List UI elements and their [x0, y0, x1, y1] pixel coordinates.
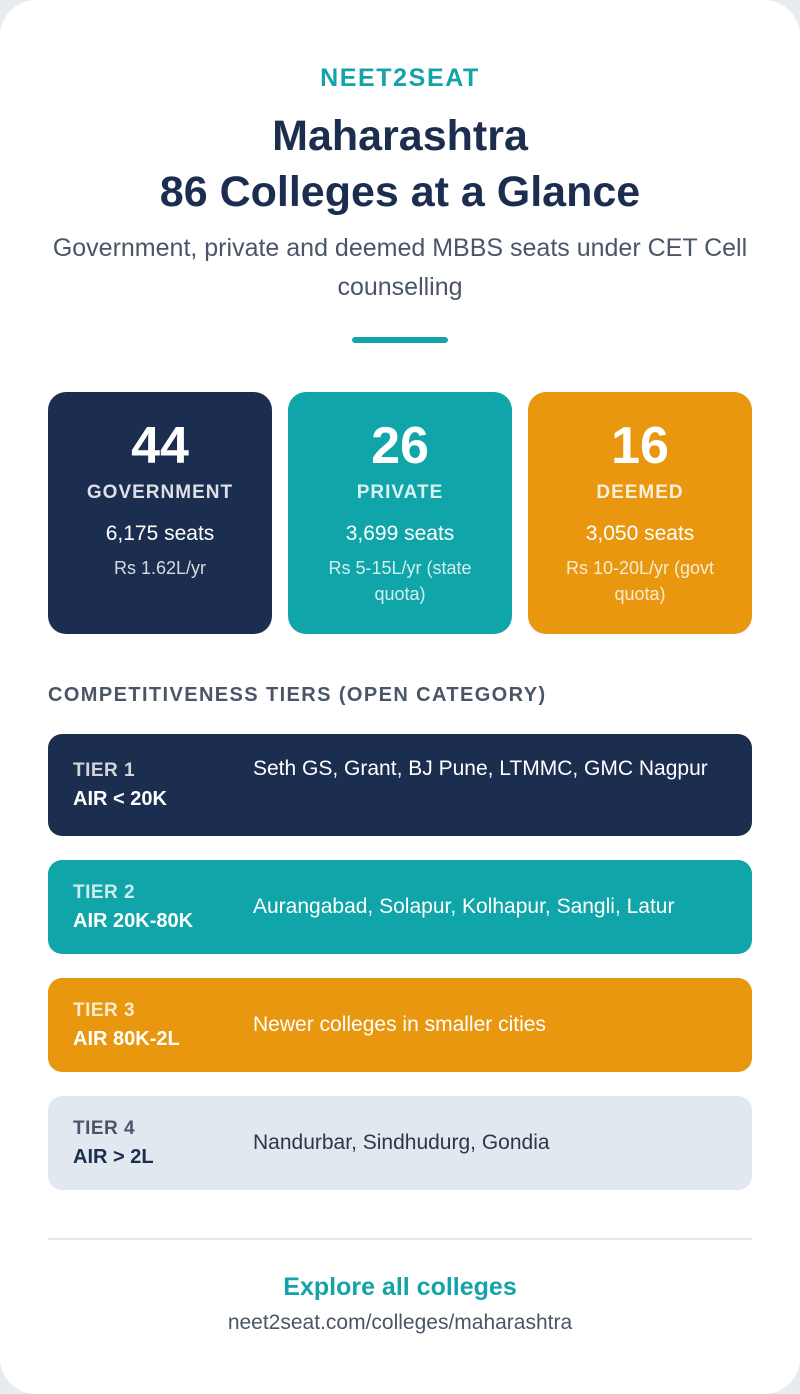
stat-count: 16: [611, 417, 669, 475]
tier-range: AIR 80K-2L: [73, 1028, 180, 1050]
tier-name: TIER 3: [73, 1000, 136, 1021]
title-line-state: Maharashtra: [272, 112, 528, 160]
title-line-summary: 86 Colleges at a Glance: [159, 168, 641, 216]
stat-label: DEEMED: [596, 482, 684, 503]
tier-row-2: [48, 860, 752, 954]
page-subtitle: Government, private and deemed MBBS seats under CET Cell counselling: [52, 234, 748, 301]
tier-colleges: Nandurbar, Sindhudurg, Gondia: [253, 1131, 550, 1154]
stat-card-private: [288, 392, 512, 634]
tier-name: TIER 1: [73, 760, 136, 781]
tier-colleges: Newer colleges in smaller cities: [253, 1013, 546, 1036]
tier-range: AIR < 20K: [73, 788, 167, 810]
stat-seats: 3,699 seats: [345, 522, 455, 545]
footer-divider: [48, 1238, 752, 1240]
accent-divider: [352, 337, 448, 343]
stat-seats: 6,175 seats: [105, 522, 215, 545]
explore-colleges-link[interactable]: Explore all colleges: [283, 1273, 517, 1301]
tier-row-1: [48, 734, 752, 836]
stat-label: PRIVATE: [356, 482, 444, 503]
stat-count: 44: [131, 417, 189, 475]
stat-fee: Rs 1.62L/yr: [113, 558, 207, 578]
page-title: [0, 108, 800, 220]
stat-fee: Rs 5-15L/yr (state quota): [328, 558, 472, 604]
tier-colleges: Seth GS, Grant, BJ Pune, LTMMC, GMC Nagpur: [253, 757, 708, 780]
stat-seats: 3,050 seats: [585, 522, 695, 545]
brand-name: NEET2SEAT: [320, 64, 480, 92]
tier-row-3: [48, 978, 752, 1072]
stat-card-government: [48, 392, 272, 634]
tier-name: TIER 4: [73, 1118, 136, 1139]
footer-url: neet2seat.com/colleges/maharashtra: [227, 1311, 573, 1334]
tier-row-4: [48, 1096, 752, 1190]
tiers-heading: COMPETITIVENESS TIERS (OPEN CATEGORY): [48, 684, 547, 706]
stat-fee: Rs 10-20L/yr (govt quota): [565, 558, 715, 604]
tier-name: TIER 2: [73, 882, 136, 903]
stat-count: 26: [371, 417, 429, 475]
tier-colleges: Aurangabad, Solapur, Kolhapur, Sangli, Latur: [253, 895, 675, 918]
tier-range: AIR > 2L: [73, 1146, 154, 1168]
stat-label: GOVERNMENT: [86, 482, 234, 503]
tier-range: AIR 20K-80K: [73, 910, 194, 932]
stat-card-deemed: [528, 392, 752, 634]
